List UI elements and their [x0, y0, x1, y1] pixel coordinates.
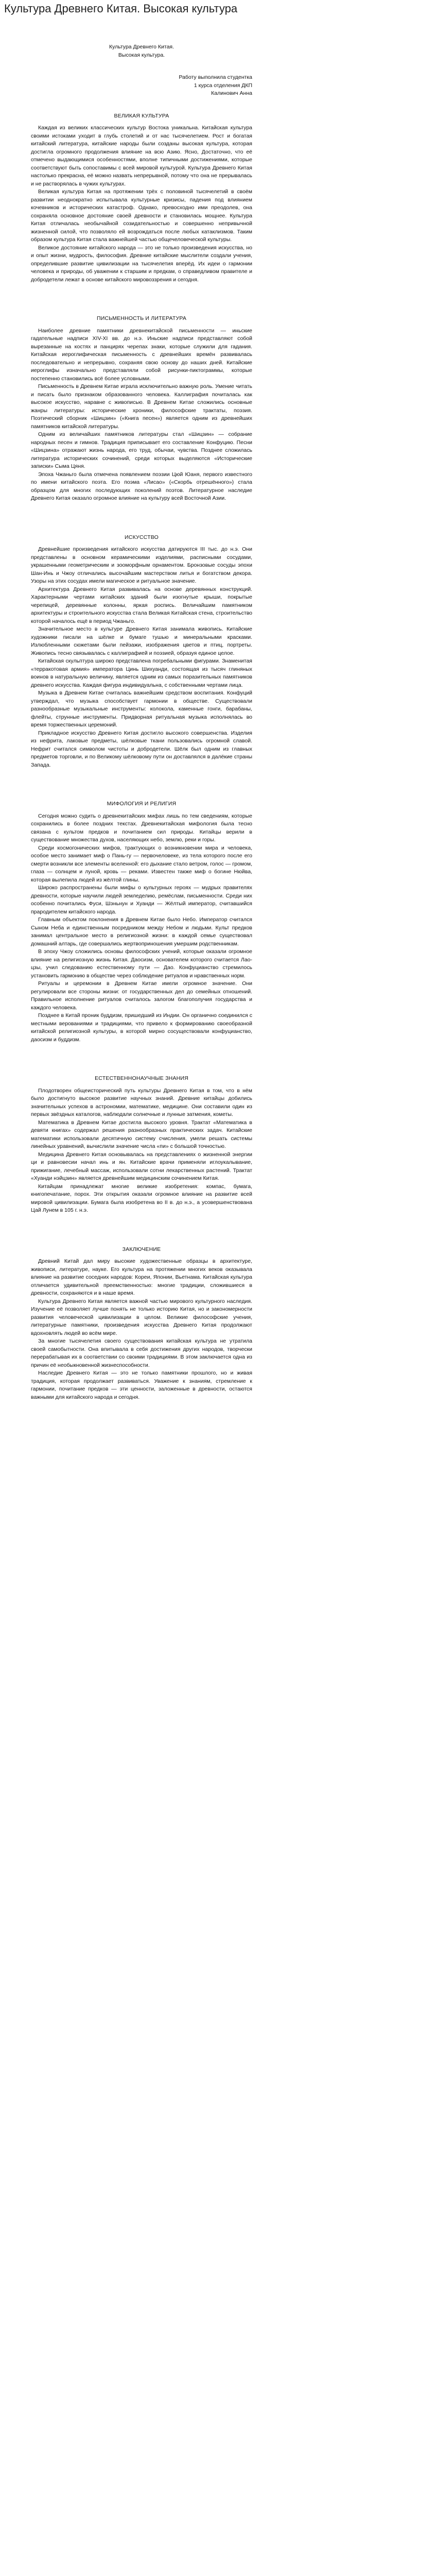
document-section — [31, 800, 252, 1044]
body-paragraph: Наследие Древнего Китая — это не только памятники прошлого, но и живая традиция, которая продолжает развиваться. Уважение к знаниям, стремление к гармонии, почитание предков — эти ценности, заложенные в древности, остаются важными для китайского народа и сегодня. — [31, 1370, 252, 1400]
body-paragraph: Широко распространены были мифы о культурных героях — мудрых правителях древности, которые научили людей земледелию, ремёслам, письменности. Среди них особенно почитались Фуси, Шэньнун и Хуанди — Жёлтый император, считавшийся прародителем китайского народа. — [31, 885, 252, 915]
body-paragraph: Древний Китай дал миру высокие художественные образцы в архитектуре, живописи, литературе, науке. Его культура на протяжении многих веков оказывала влияние на развитие соседних народов: Кореи, Японии, Вьетнама. Китайская культура отличается удивительной преемственностью: многие традиции, сложившиеся в древности, сохраняются и в наше время. — [31, 1258, 252, 1296]
section-heading: ЗАКЛЮЧЕНИЕ — [122, 1246, 161, 1252]
body-paragraph: Китайская скульптура широко представлена погребальными фигурами. Знаменитая «терракотовая армия» императора Цинь Шихуанди, состоящая из тысяч глиняных воинов в натуральную величину, является одним из самых поразительных памятников древнего искусства. Каждая фигура индивидуальна, с собственными чертами лица. — [31, 658, 252, 688]
body-paragraph: Одним из величайших памятников литературы стал «Шицзин» — собрание народных песен и гимнов. Традиция приписывает его составление Конфуцию. Песни «Шицзина» отражают жизнь народа, его труд, обычаи, чувства. Позднее сложилась литература исторических сочинений, среди которых выделяются «Исторические записки» Сыма Цяня. — [31, 431, 252, 469]
cover-block — [31, 36, 252, 112]
body-paragraph: Великая культура Китая на протяжении трёх с половиной тысячелетий в своём развитии неоднократно испытывала культурные кризисы, падения под влиянием кочевников и исторических катастроф. Однако, превосходно ими преодолев, она сохраняла основное достояние своей древности и становилась мощнее. Культура Китая отличалась необычайной созидательностью и совершенно непривычной жизненной силой, что позволяло ей возрождаться после любых катаклизмов. Таким образом культура Китая стала важнейшей частью общечеловеческой культуры. — [31, 189, 252, 243]
document-body — [31, 36, 252, 1422]
body-paragraph: Культура Древнего Китая является важной частью мирового культурного наследия. Изучение её позволяет лучше понять не только историю Китая, но и закономерности развития человеческой цивилизации в целом. Великие философские учения, литературные памятники, произведения искусства Древнего Китая продолжают вдохновлять людей во всём мире. — [31, 1298, 252, 1336]
body-paragraph: Сегодня можно судить о древнекитайских мифах лишь по тем сведениям, которые сохранились в более поздних текстах. Древнекитайская мифология была тесно связана с культом предков и почитанием сил природы. Китайцы верили в существование множества духов, населяющих небо, землю, реки и горы. — [31, 812, 252, 843]
section-heading: ПИСЬМЕННОСТЬ И ЛИТЕРАТУРА — [96, 315, 187, 321]
section-heading: ВЕЛИКАЯ КУЛЬТУРА — [114, 112, 169, 119]
body-paragraph: Письменность в Древнем Китае играла исключительно важную роль. Умение читать и писать было признаком образованного человека. Каллиграфия почиталась как высокое искусство, наравне с живописью. В Древнем Китае сложились основные жанры литературы: исторические хроники, философские трактаты, поэзия. Поэтический сборник «Шицзин» («Книга песен») является одним из древнейших памятников китайской литературы. — [31, 383, 252, 430]
signature-line: Калинович Анна — [211, 90, 252, 96]
body-paragraph: Музыка в Древнем Китае считалась важнейшим средством воспитания. Конфуций утверждал, что музыка способствует гармонии в обществе. Существовали разнообразные музыкальные инструменты: колокола, каменные гонги, барабаны, флейты, струнные инструменты. Придворная ритуальная музыка исполнялась во время торжественных церемоний. — [31, 690, 252, 728]
document-section — [31, 1075, 252, 1215]
body-paragraph: Медицина Древнего Китая основывалась на представлениях о жизненной энергии ци и равновесии начал инь и ян. Китайские врачи применяли иглоукалывание, прижигание, лечебный массаж, использовали сотни лекарственных растений. Трактат «Хуанди нэйцзин» является древнейшим медицинским сочинением Китая. — [31, 1151, 252, 1181]
body-paragraph: За многие тысячелетия своего существования китайская культура не утратила своей самобытности. Она впитывала в себя достижения других народов, творчески перерабатывая их в соответствии со своими традициями. В этом заключается одна из причин её необыкновенной жизнеспособности. — [31, 1338, 252, 1368]
body-paragraph: Древнейшие произведения китайского искусства датируются III тыс. до н.э. Они представлены в основном керамическими изделиями, расписными сосудами, украшенными геометрическим и зооморфным орнаментом. Бронзовые сосуды эпохи Шан-Инь и Чжоу отличались высочайшим мастерством литья и богатством декора. Узоры на этих сосудах имели магическое и ритуальное значение. — [31, 546, 252, 584]
section-heading: ЕСТЕСТВЕННОНАУЧНЫЕ ЗНАНИЯ — [95, 1075, 188, 1081]
section-heading: ИСКУССТВО — [125, 534, 159, 540]
document-section — [31, 1246, 252, 1402]
body-paragraph: Плодотворен общеисторический путь культуры Древнего Китая в том, что в нём было достигнуто высокое развитие научных знаний. Древние китайцы добились значительных успехов в астрономии, математике, медицине. Они составили один из первых звёздных каталогов, наблюдали солнечные и лунные затмения, кометы. — [31, 1087, 252, 1117]
section-heading: МИФОЛОГИЯ И РЕЛИГИЯ — [107, 801, 177, 807]
body-paragraph: Среди космогонических мифов, трактующих о возникновении мира и человека, особое место занимает миф о Пань-гу — первочеловеке, из тела которого после его смерти возникли все элементы вселенной: его дыхание стало ветром, голос — громом, глаза — солнцем и луной, кровь — реками. Известен также миф о богине Нюйва, которая вылепила людей из жёлтой глины. — [31, 844, 252, 883]
body-paragraph: Китайцам принадлежат многие великие изобретения: компас, бумага, книгопечатание, порох. Эти открытия оказали огромное влияние на развитие всей мировой цивилизации. Бумага была изобретена во II в. до н.э., а усовершенствована Цай Лунем в 105 г. н.э. — [31, 1183, 252, 1213]
body-paragraph: Главным объектом поклонения в Древнем Китае было Небо. Император считался Сыном Неба и единственным посредником между Небом и людьми. Культ предков занимал центральное место в религиозной жизни: в каждой семье существовал домашний алтарь, где совершались жертвоприношения умершим родственникам. — [31, 917, 252, 947]
document-section — [31, 112, 252, 284]
cover-subtitle: Высокая культура. — [118, 52, 165, 58]
body-paragraph: Архитектура Древнего Китая развивалась на основе деревянных конструкций. Характерными чертами китайских зданий были изогнутые крыши, покрытые черепицей, деревянные колонны, яркая роспись. Величайшим памятником архитектуры и строительного искусства стала Великая Китайская стена, строительство которой началось ещё в период Чжаньго. — [31, 586, 252, 624]
body-paragraph: Каждая из великих классических культур Востока уникальна. Китайская культура своими истоками уходит в глубь столетий и от нас тысячелетием. Рост и богатая китайский литература, китайские народы были созданы высокая культура, которая достигла огромного продолжения влияние на всю Азию. Ясно, Достаточно, что её отмечено выдающимися особенностями, вполне типичными достижениями, которые соответствуют быть сопоставимы с всей мировой культурой. Культура Древнего Китая настолько прекрасна, её можно назвать непрерывной, потому что она не прерывалась и не растворялась в чужих культурах. — [31, 125, 252, 187]
signature-line: 1 курса отделения ДКП — [194, 82, 252, 89]
body-paragraph: Математика в Древнем Китае достигла высокого уровня. Трактат «Математика в девяти книгах» содержал решения разнообразных практических задач. Китайские математики использовали десятичную систему счисления, умели решать системы линейных уравнений, вычислили значение числа «пи» с большой точностью. — [31, 1119, 252, 1149]
body-paragraph: Прикладное искусство Древнего Китая достигло высокого совершенства. Изделия из нефрита, лаковые предметы, шёлковые ткани пользовались огромной славой. Нефрит считался символом чистоты и добродетели. Шёлк был одним из главных предметов торговли, и по Великому шёлковому пути он доставлялся в далёкие страны Запада. — [31, 730, 252, 768]
body-paragraph: В эпоху Чжоу сложились основы философских учений, которые оказали огромное влияние на религиозную жизнь Китая. Даосизм, основателем которого считается Лао-цзы, учил следованию естественному пути — Дао. Конфуцианство стремилось установить гармонию в обществе через соблюдение ритуалов и нравственных норм. — [31, 948, 252, 979]
body-paragraph: Значительное место в культуре Древнего Китая занимала живопись. Китайские художники писали на шёлке и бумаге тушью и минеральными красками. Излюбленными сюжетами были пейзажи, изображения цветов и птиц, портреты. Живопись тесно связывалась с каллиграфией и поэзией, образуя единое целое. — [31, 626, 252, 656]
body-paragraph: Эпоха Чжаньго была отмечена появлением поэзии Цюй Юаня, первого известного по имени китайского поэта. Его поэма «Лисао» («Скорбь отрешённого») стала образцом для многих последующих поколений поэтов. Литературное наследие Древнего Китая оказало огромное влияние на культуру всей Восточной Азии. — [31, 471, 252, 501]
page-root — [0, 2, 436, 1422]
author-signature — [31, 74, 252, 98]
body-paragraph: Великое достояние китайского народа — это не только произведения искусства, но и опыт жизни, мудрость, философия. Древние китайские мыслители создали учения, определившие развитие цивилизации на тысячелетия вперёд. Их идеи о гармонии человека и природы, об уважении к старшим и предкам, о справедливом правителе и добродетели лежат в основе китайского мировоззрения и сегодня. — [31, 244, 252, 283]
document-section — [31, 534, 252, 770]
body-paragraph: Позднее в Китай проник буддизм, пришедший из Индии. Он органично соединился с местными верованиями и традициями, что привело к формированию своеобразной китайской религиозной культуры, в которой мирно сосуществовали конфуцианство, даосизм и буддизм. — [31, 1012, 252, 1043]
body-paragraph: Наиболее древние памятники древнекитайской письменности — иньские гадательные надписи XIV-XI вв. до н.э. Иньские надписи представляют собой вырезанные на костях и панцирях черепах знаки, которые служили для гадания. Китайская иероглифическая письменность с древнейших времён развивалась последовательно и непрерывно, сохраняя свою основу до наших дней. Китайские иероглифы изначально представляли собой рисунки-пиктограммы, которые постепенно становились всё более условными. — [31, 327, 252, 382]
sections-container — [31, 112, 252, 1402]
signature-line: Работу выполнила студентка — [179, 74, 252, 80]
body-paragraph: Ритуалы и церемонии в Древнем Китае имели огромное значение. Они регулировали все стороны жизни: от государственных дел до семейных отношений. Правильное исполнение ритуалов считалось залогом благополучия государства и каждого человека. — [31, 980, 252, 1011]
cover-topic: Культура Древнего Китая. — [109, 44, 175, 50]
page-title: Культура Древнего Китая. Высокая культура — [4, 2, 238, 15]
document-section — [31, 315, 252, 503]
